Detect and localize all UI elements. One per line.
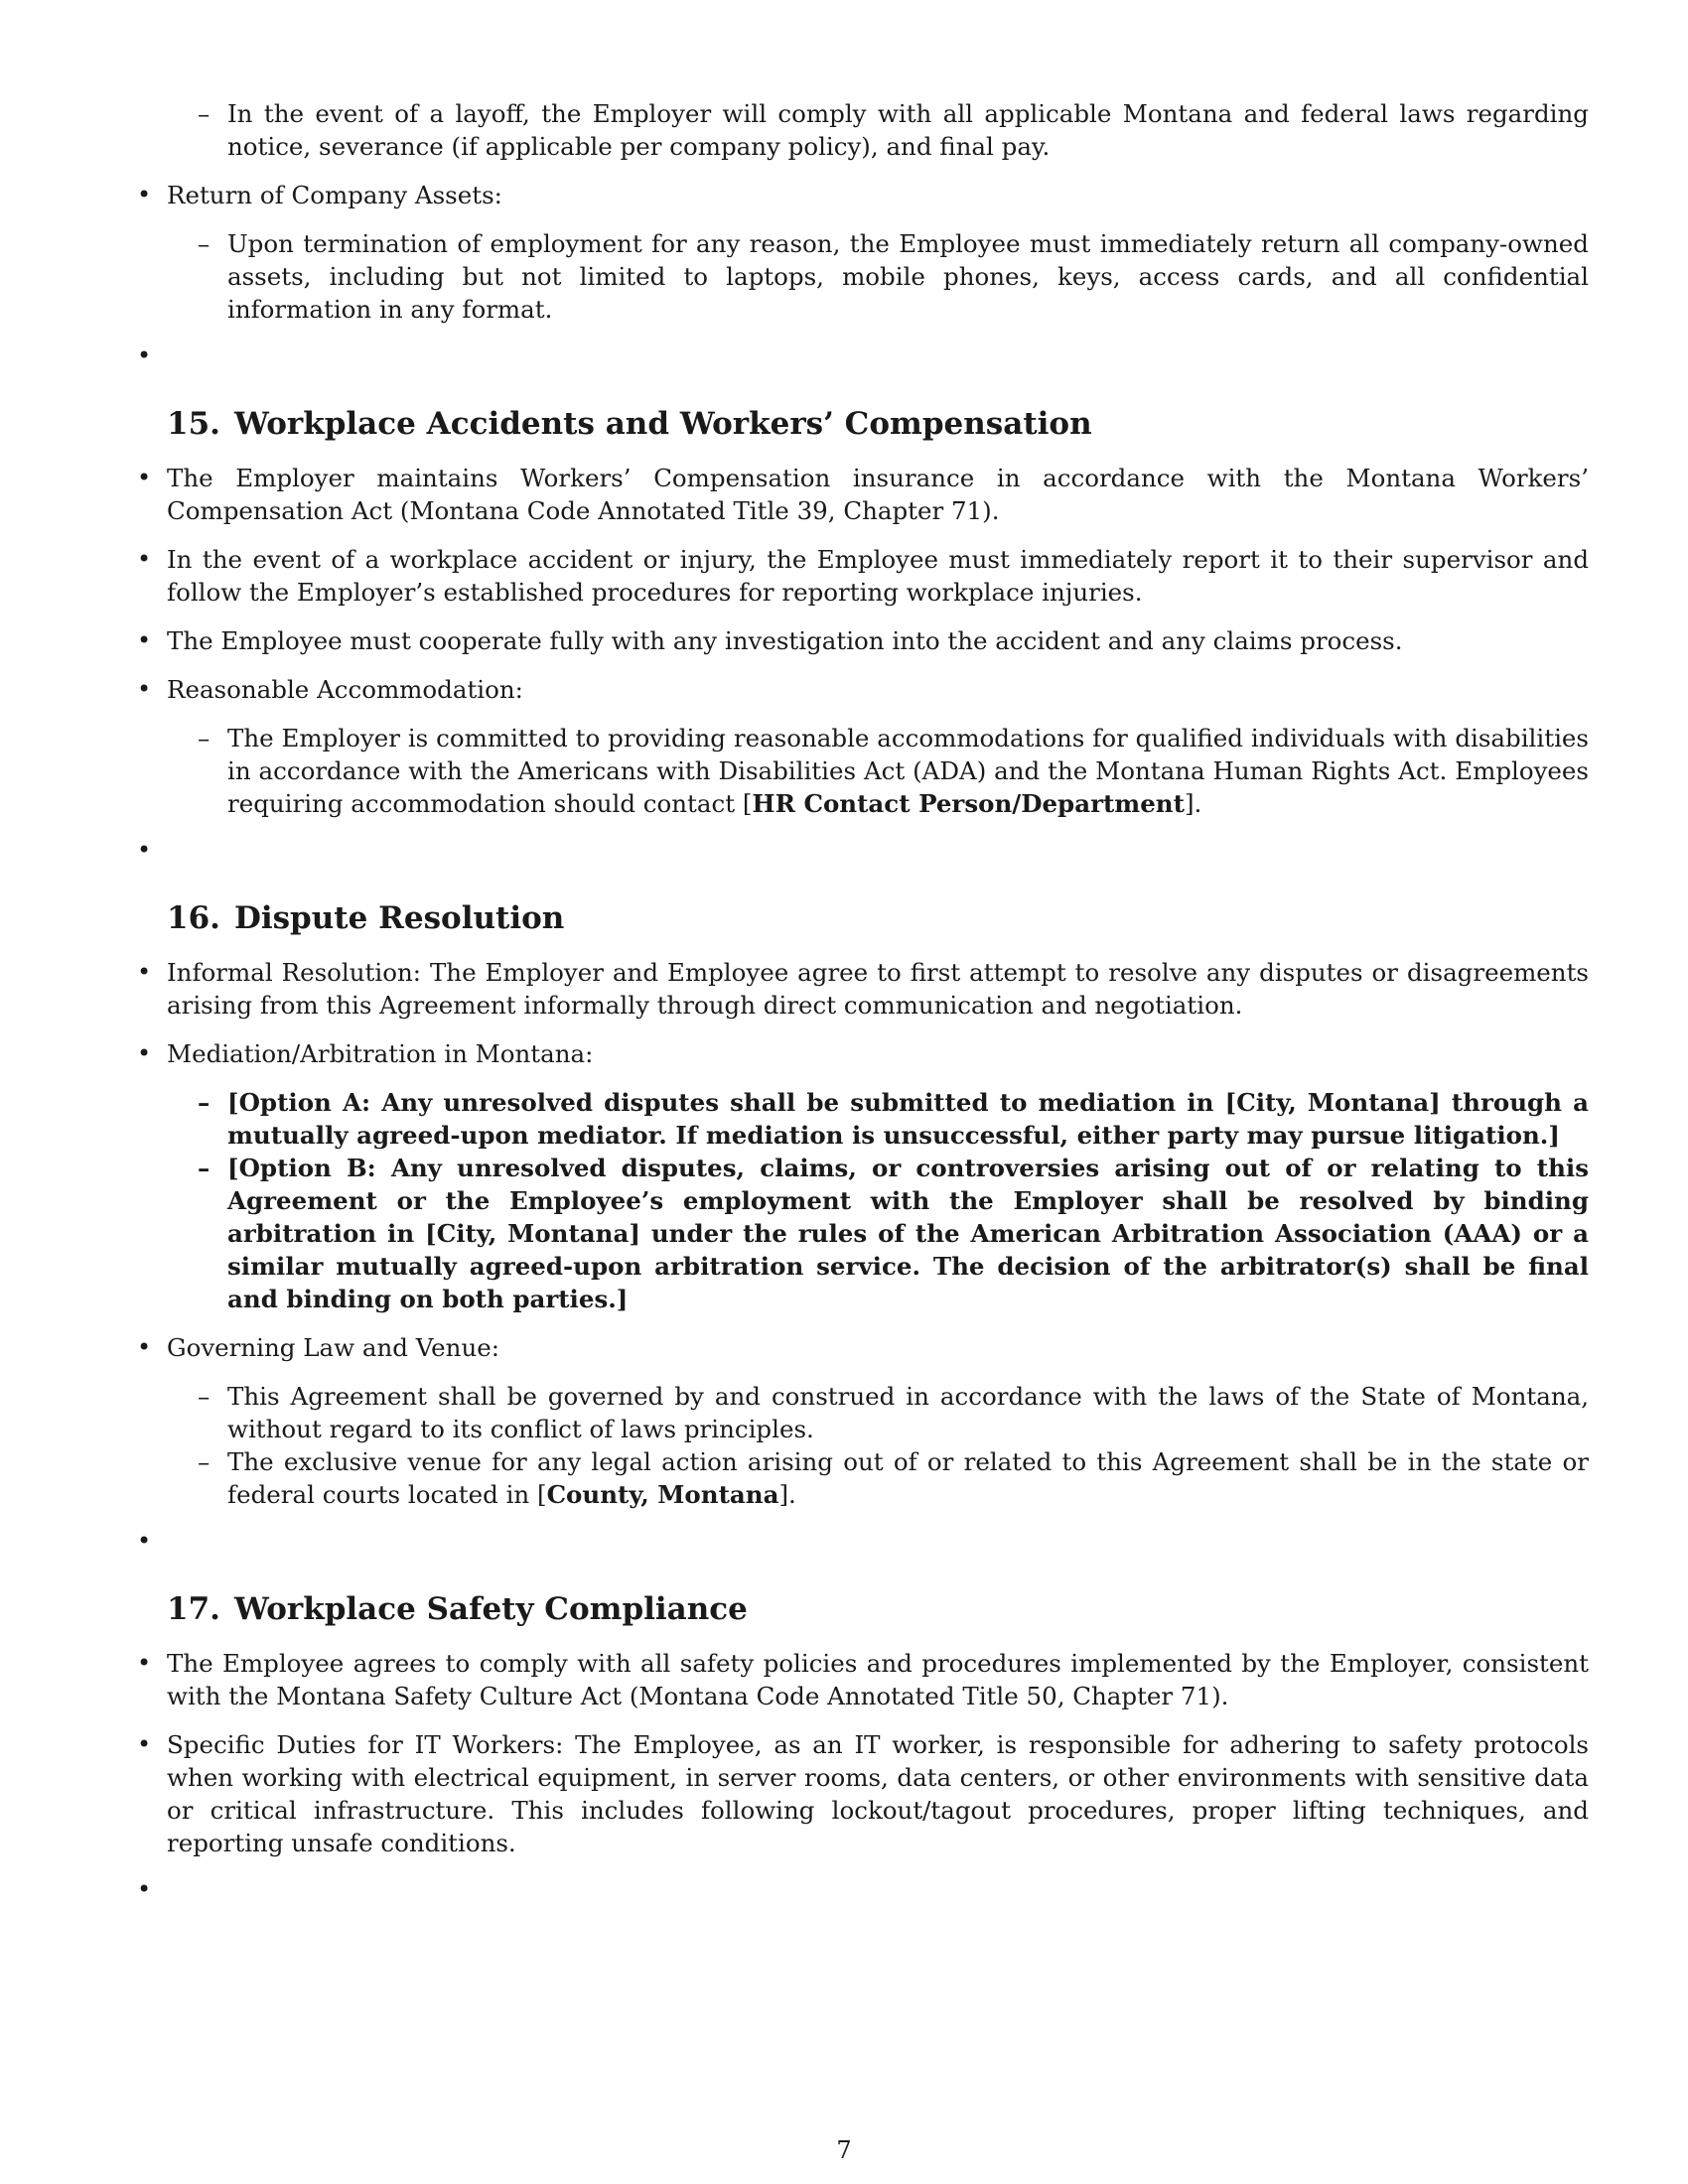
layoff-sublist	[227, 97, 1589, 163]
option-b-item: – [Option B: Any unresolved disputes, claims, or controversies arising out of or relating to this Agreement or the Employee’s employment with the Employer shall be resolved by binding arbitration in [City, Montana] under the rules of the American Arbitration Association (AAA) or a similar mutually agreed-upon arbitration service. The decision of the arbitrator(s) shall be final and binding on both parties.]	[227, 1152, 1589, 1315]
section-17-heading	[167, 1589, 1589, 1629]
accommodation-label: Reasonable Accommodation:	[167, 675, 523, 704]
section-title: Workplace Accidents and Workers’ Compensation	[233, 406, 1092, 442]
venue-text-end: ].	[778, 1480, 796, 1509]
list-item: • The Employee must cooperate fully with any investigation into the accident and any claims process.	[167, 624, 1589, 657]
section-number: 16.	[167, 900, 220, 936]
empty-bullet	[167, 1875, 1589, 1908]
governing-law-bullet	[167, 1331, 1589, 1364]
venue-text: The exclusive venue for any legal action arising out of or related to this Agreement shall be in the state or federal courts located in [	[227, 1447, 1589, 1509]
list-item: • In the event of a workplace accident or injury, the Employee must immediately report it to their supervisor and follow the Employer’s established procedures for reporting workplace injuries.	[167, 543, 1589, 609]
empty-bullet	[167, 341, 1589, 374]
hr-contact-placeholder: HR Contact Person/Department	[752, 789, 1185, 818]
layoff-sub-item: – In the event of a layoff, the Employer will comply with all applicable Montana and federal laws regarding notice, severance (if applicable per company policy), and final pay.	[227, 97, 1589, 163]
accommodation-sub-item	[227, 722, 1589, 820]
return-assets-sublist	[227, 227, 1589, 326]
county-placeholder: County, Montana	[546, 1480, 779, 1509]
section-title: Dispute Resolution	[233, 900, 565, 936]
section-16-heading	[167, 898, 1589, 938]
return-assets-label: Return of Company Assets:	[167, 181, 502, 209]
accommodation-sublist	[227, 722, 1589, 820]
accommodation-bullet	[167, 673, 1589, 706]
page-content	[167, 97, 1589, 1938]
accommodation-text-end: ].	[1184, 789, 1202, 818]
governing-label: Governing Law and Venue:	[167, 1333, 499, 1362]
option-a-item: – [Option A: Any unresolved disputes shall be submitted to mediation in [City, Montana] through a mutually agreed-upon mediator. If mediation is unsuccessful, either party may pursue litigation.]	[227, 1086, 1589, 1152]
return-assets-bullet	[167, 179, 1589, 211]
return-assets-sub-item: – Upon termination of employment for any reason, the Employee must immediately return all company-owned assets, including but not limited to laptops, mobile phones, keys, access cards, and all confidential information in any format.	[227, 227, 1589, 326]
page-number: 7	[836, 2136, 852, 2164]
empty-bullet	[167, 836, 1589, 869]
governing-sublist	[227, 1380, 1589, 1511]
mediation-sublist	[227, 1086, 1589, 1315]
venue-sub-item	[227, 1445, 1589, 1511]
mediation-bullet	[167, 1037, 1589, 1070]
section-number: 17.	[167, 1591, 220, 1627]
governing-sub-item: – This Agreement shall be governed by and construed in accordance with the laws of the State of Montana, without regard to its conflict of laws principles.	[227, 1380, 1589, 1445]
list-item: • The Employer maintains Workers’ Compensation insurance in accordance with the Montana Workers’ Compensation Act (Montana Code Annotated Title 39, Chapter 71).	[167, 462, 1589, 527]
empty-bullet	[167, 1527, 1589, 1560]
informal-resolution-bullet: • Informal Resolution: The Employer and Employee agree to first attempt to resolve any disputes or disagreements arising from this Agreement informally through direct communication and negotiation.	[167, 956, 1589, 1022]
section-title: Workplace Safety Compliance	[233, 1591, 748, 1627]
section-number: 15.	[167, 406, 220, 442]
mediation-label: Mediation/Arbitration in Montana:	[167, 1039, 594, 1068]
accommodation-text: The Employer is committed to providing reasonable accommodations for qualified individuals with disabilities in accordance with the Americans with Disabilities Act (ADA) and the Montana Human Rights Act. Employees requiring accommodation should contact [	[227, 724, 1589, 818]
section-15-heading	[167, 404, 1589, 444]
list-item: • Specific Duties for IT Workers: The Employee, as an IT worker, is responsible for adhering to safety protocols when working with electrical equipment, in server rooms, data centers, or other environments with sensitive data or critical infrastructure. This includes following lockout/tagout procedures, proper lifting techniques, and reporting unsafe conditions.	[167, 1728, 1589, 1859]
list-item: • The Employee agrees to comply with all safety policies and procedures implemented by the Employer, consistent with the Montana Safety Culture Act (Montana Code Annotated Title 50, Chapter 71).	[167, 1647, 1589, 1712]
